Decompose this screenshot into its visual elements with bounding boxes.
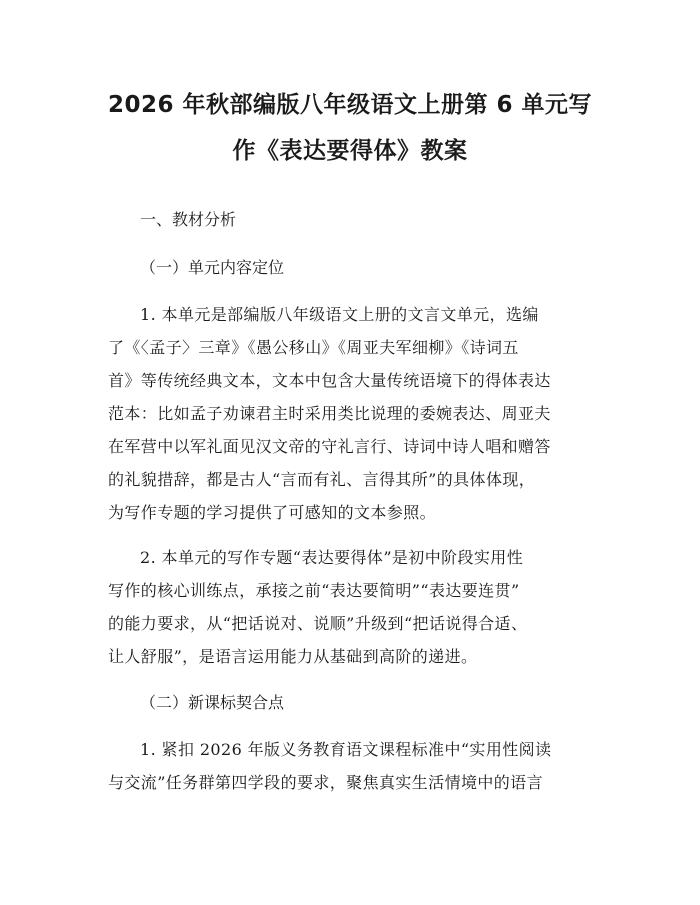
subsection-heading-2: （二）新课标契合点 [140,693,285,712]
paragraph-2-line: 2. 本单元的写作专题“表达要得体”是初中阶段实用性 [140,548,524,567]
paragraph-3 [108,733,592,799]
paragraph-2-line: 写作的核心训练点，承接之前“表达要简明”“表达要连贯” [108,581,520,600]
paragraph-3-line: 1. 紧扣 2026 年版义务教育语文课程标准中“实用性阅读 [140,740,552,759]
paragraph-1-line: 首》等传统经典文本，文本中包含大量传统语境下的得体表达 [108,371,551,390]
paragraph-2-line: 的能力要求，从“把话说对、说顺”升级到“把话说得合适、 [108,614,528,633]
title-line-1: 2026 年秋部编版八年级语文上册第 6 单元写 [108,92,593,118]
subsection-heading-1: （一）单元内容定位 [140,258,285,277]
document-title [108,82,592,174]
title-line-2: 作《表达要得体》教案 [232,138,468,164]
paragraph-1-line: 了《〈孟子〉三章》《愚公移山》《周亚夫军细柳》《诗词五 [108,338,519,357]
paragraph-1-line: 的礼貌措辞，都是古人“言而有礼、言得其所”的具体体现， [108,470,536,489]
paragraph-2 [108,541,592,673]
paragraph-3-line: 与交流”任务群第四学段的要求，聚焦真实生活情境中的语言 [108,773,543,792]
section-heading-1: 一、教材分析 [140,210,237,229]
paragraph-1-line: 为写作专题的学习提供了可感知的文本参照。 [108,503,437,522]
paragraph-1 [108,298,592,529]
paragraph-1-line: 1. 本单元是部编版八年级语文上册的文言文单元，选编 [140,305,539,324]
paragraph-1-line: 在军营中以军礼面见汉文帝的守礼言行、诗词中诗人唱和赠答 [108,437,551,456]
paragraph-2-line: 让人舒服”，是语言运用能力从基础到高阶的递进。 [108,647,478,666]
paragraph-1-line: 范本：比如孟子劝谏君主时采用类比说理的委婉表达、周亚夫 [108,404,551,423]
